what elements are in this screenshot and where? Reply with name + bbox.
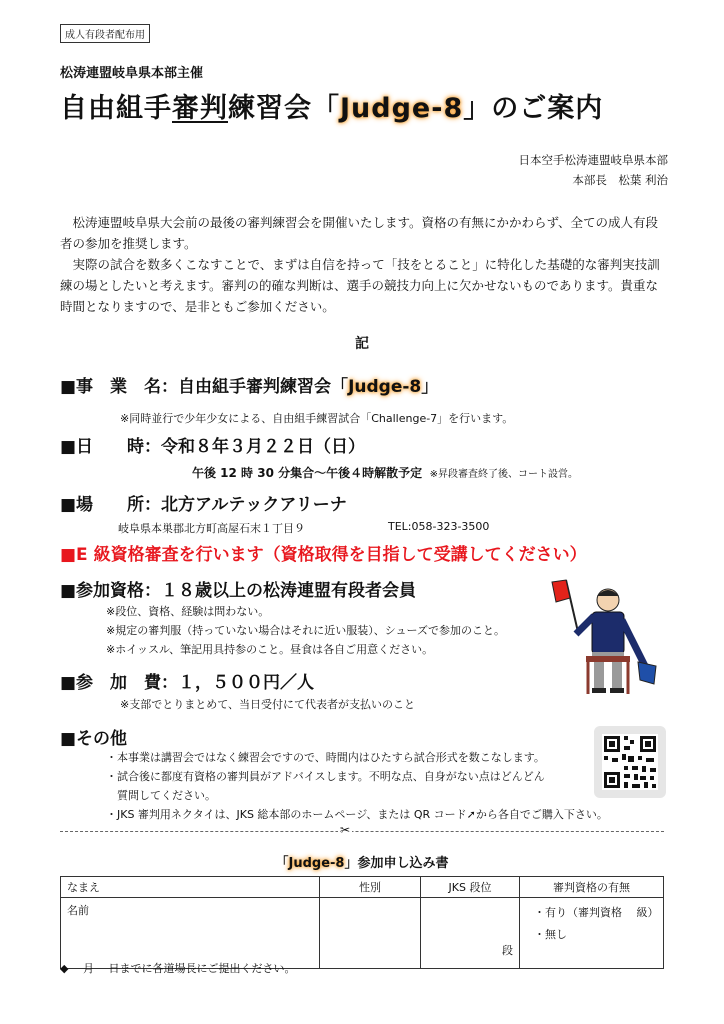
eligibility-note: ※段位、資格、経験は問わない。 xyxy=(106,605,270,618)
venue-address: 岐阜県本巣郡北方町高屋石末１丁目９ xyxy=(118,522,305,535)
qualification-field[interactable] xyxy=(520,898,664,969)
venue-heading: ■場 所：北方アルテックアリーナ xyxy=(60,495,347,515)
eligibility-note: ※ホイッスル、筆記用具持参のこと。昼食は各自ご用意ください。 xyxy=(106,643,434,656)
application-form xyxy=(60,876,664,969)
title-mid: 練習会「 xyxy=(228,93,340,124)
form-entry-row xyxy=(61,898,664,969)
event-note: ※同時並行で少年少女による、自由組手練習試合「Challenge-7」を行います。 xyxy=(120,412,514,425)
referee-illustration xyxy=(548,576,668,700)
eligibility-note: ※規定の審判服（持っていない場合はそれに近い服装）、シューズで参加のこと。 xyxy=(106,624,505,637)
qualification-yes[interactable]: ・有り（審判資格 級） xyxy=(534,906,659,919)
event-close: 」 xyxy=(421,377,439,397)
name-field[interactable] xyxy=(61,898,320,969)
header-rank: JKS 段位 xyxy=(421,877,520,898)
event-label: ■事 業 名：自由組手審判練習会「 xyxy=(60,377,349,397)
form-title-post: 」参加申し込み書 xyxy=(344,856,449,871)
other-item: ・JKS 審判用ネクタイは、JKS 総本部のホームページ、または QR コード➚から各自でご購入下さい。 xyxy=(106,808,608,821)
other-item: ・試合後に都度有資格の審判員がアドバイスします。不明な点、自身がない点はどんどん xyxy=(106,770,545,783)
cut-line xyxy=(60,831,664,832)
datetime-detail: 午後 12 時 30 分集合～午後４時解散予定 xyxy=(192,466,423,480)
scissors-icon: ✂ xyxy=(340,823,351,837)
event-judge: Judge-8 xyxy=(348,377,422,397)
title-post: 」のご案内 xyxy=(463,93,604,124)
venue-tel: TEL:058-323-3500 xyxy=(388,520,490,533)
name-label: 名前 xyxy=(67,904,89,917)
distribution-label: 成人有段者配布用 xyxy=(60,24,150,43)
form-title-pre: 「 xyxy=(275,856,289,871)
header-name: なまえ xyxy=(61,877,320,898)
intro-text xyxy=(60,212,660,317)
rank-field[interactable] xyxy=(421,898,520,969)
other-item: ・本事業は講習会ではなく練習会ですので、時間内はひたすら試合形式を数こなします。 xyxy=(106,751,545,764)
referee-jacket xyxy=(592,612,624,654)
eligibility-notes xyxy=(106,602,505,659)
form-header-row xyxy=(61,877,664,898)
ki-heading: 記 xyxy=(355,336,369,352)
datetime-line xyxy=(192,464,578,481)
issuer-block xyxy=(519,150,669,190)
qr-code[interactable] xyxy=(594,726,666,798)
form-title xyxy=(0,852,724,871)
shoe-left xyxy=(592,688,606,693)
title-pre: 自由組手 xyxy=(60,93,172,124)
intro-paragraph-1: 松涛連盟岐阜県大会前の最後の審判練習会を開催いたします。資格の有無にかかわらず、全ての成人有段者の参加を推奨します。 xyxy=(60,215,659,251)
header-gender: 性別 xyxy=(320,877,421,898)
referee-hair xyxy=(597,590,619,596)
form-title-judge: Judge-8 xyxy=(288,856,345,871)
event-heading xyxy=(60,372,438,397)
fee-note: ※支部でとりまとめて、当日受付にて代表者が支払いのこと xyxy=(120,698,415,711)
blue-flag xyxy=(638,662,656,684)
e-grade-notice: ■E 級資格審査を行います（資格取得を目指して受講してください） xyxy=(60,545,587,565)
chair-seat xyxy=(586,656,630,662)
issuer-org: 日本空手松涛連盟岐阜県本部 xyxy=(518,153,668,167)
fee-heading: ■参 加 費：１，５００円／人 xyxy=(60,673,315,693)
referee-leg-right xyxy=(612,660,622,688)
header-qualification: 審判資格の有無 xyxy=(520,877,664,898)
submission-deadline: ◆ 月 日までに各道場長にご提出ください。 xyxy=(60,962,296,975)
referee-leg-left xyxy=(594,660,604,688)
qr-code-icon xyxy=(594,726,666,798)
qualification-no[interactable]: ・無し xyxy=(534,928,567,941)
other-heading: ■その他 xyxy=(60,729,128,749)
datetime-note: ※昇段審査終了後、コート設営。 xyxy=(429,469,579,480)
issuer-person: 本部長 松葉 利治 xyxy=(572,173,668,187)
intro-paragraph-2: 実際の試合を数多くこなすことで、まずは自信を持って「技をとること」に特化した基礎的な審判実技訓練の場としたいと考えます。審判の的確な判断は、選手の競技力向上に欠かせないものであります。貴重な時間となりますので、是非ともご参加ください。 xyxy=(60,257,660,314)
shoe-right xyxy=(610,688,624,693)
other-items xyxy=(106,748,608,824)
other-item: 質問してください。 xyxy=(106,789,216,802)
organizer: 松涛連盟岐阜県本部主催 xyxy=(60,66,204,81)
page-title xyxy=(60,86,603,125)
referee-arm-left xyxy=(576,616,594,634)
rank-suffix: 段 xyxy=(502,944,513,957)
eligibility-heading: ■参加資格：１８歳以上の松涛連盟有段者会員 xyxy=(60,581,417,601)
title-underlined: 審判 xyxy=(172,93,228,124)
title-judge: Judge-8 xyxy=(340,93,464,124)
datetime-heading: ■日 時：令和８年３月２２日（日） xyxy=(60,437,366,457)
gender-field[interactable] xyxy=(320,898,421,969)
